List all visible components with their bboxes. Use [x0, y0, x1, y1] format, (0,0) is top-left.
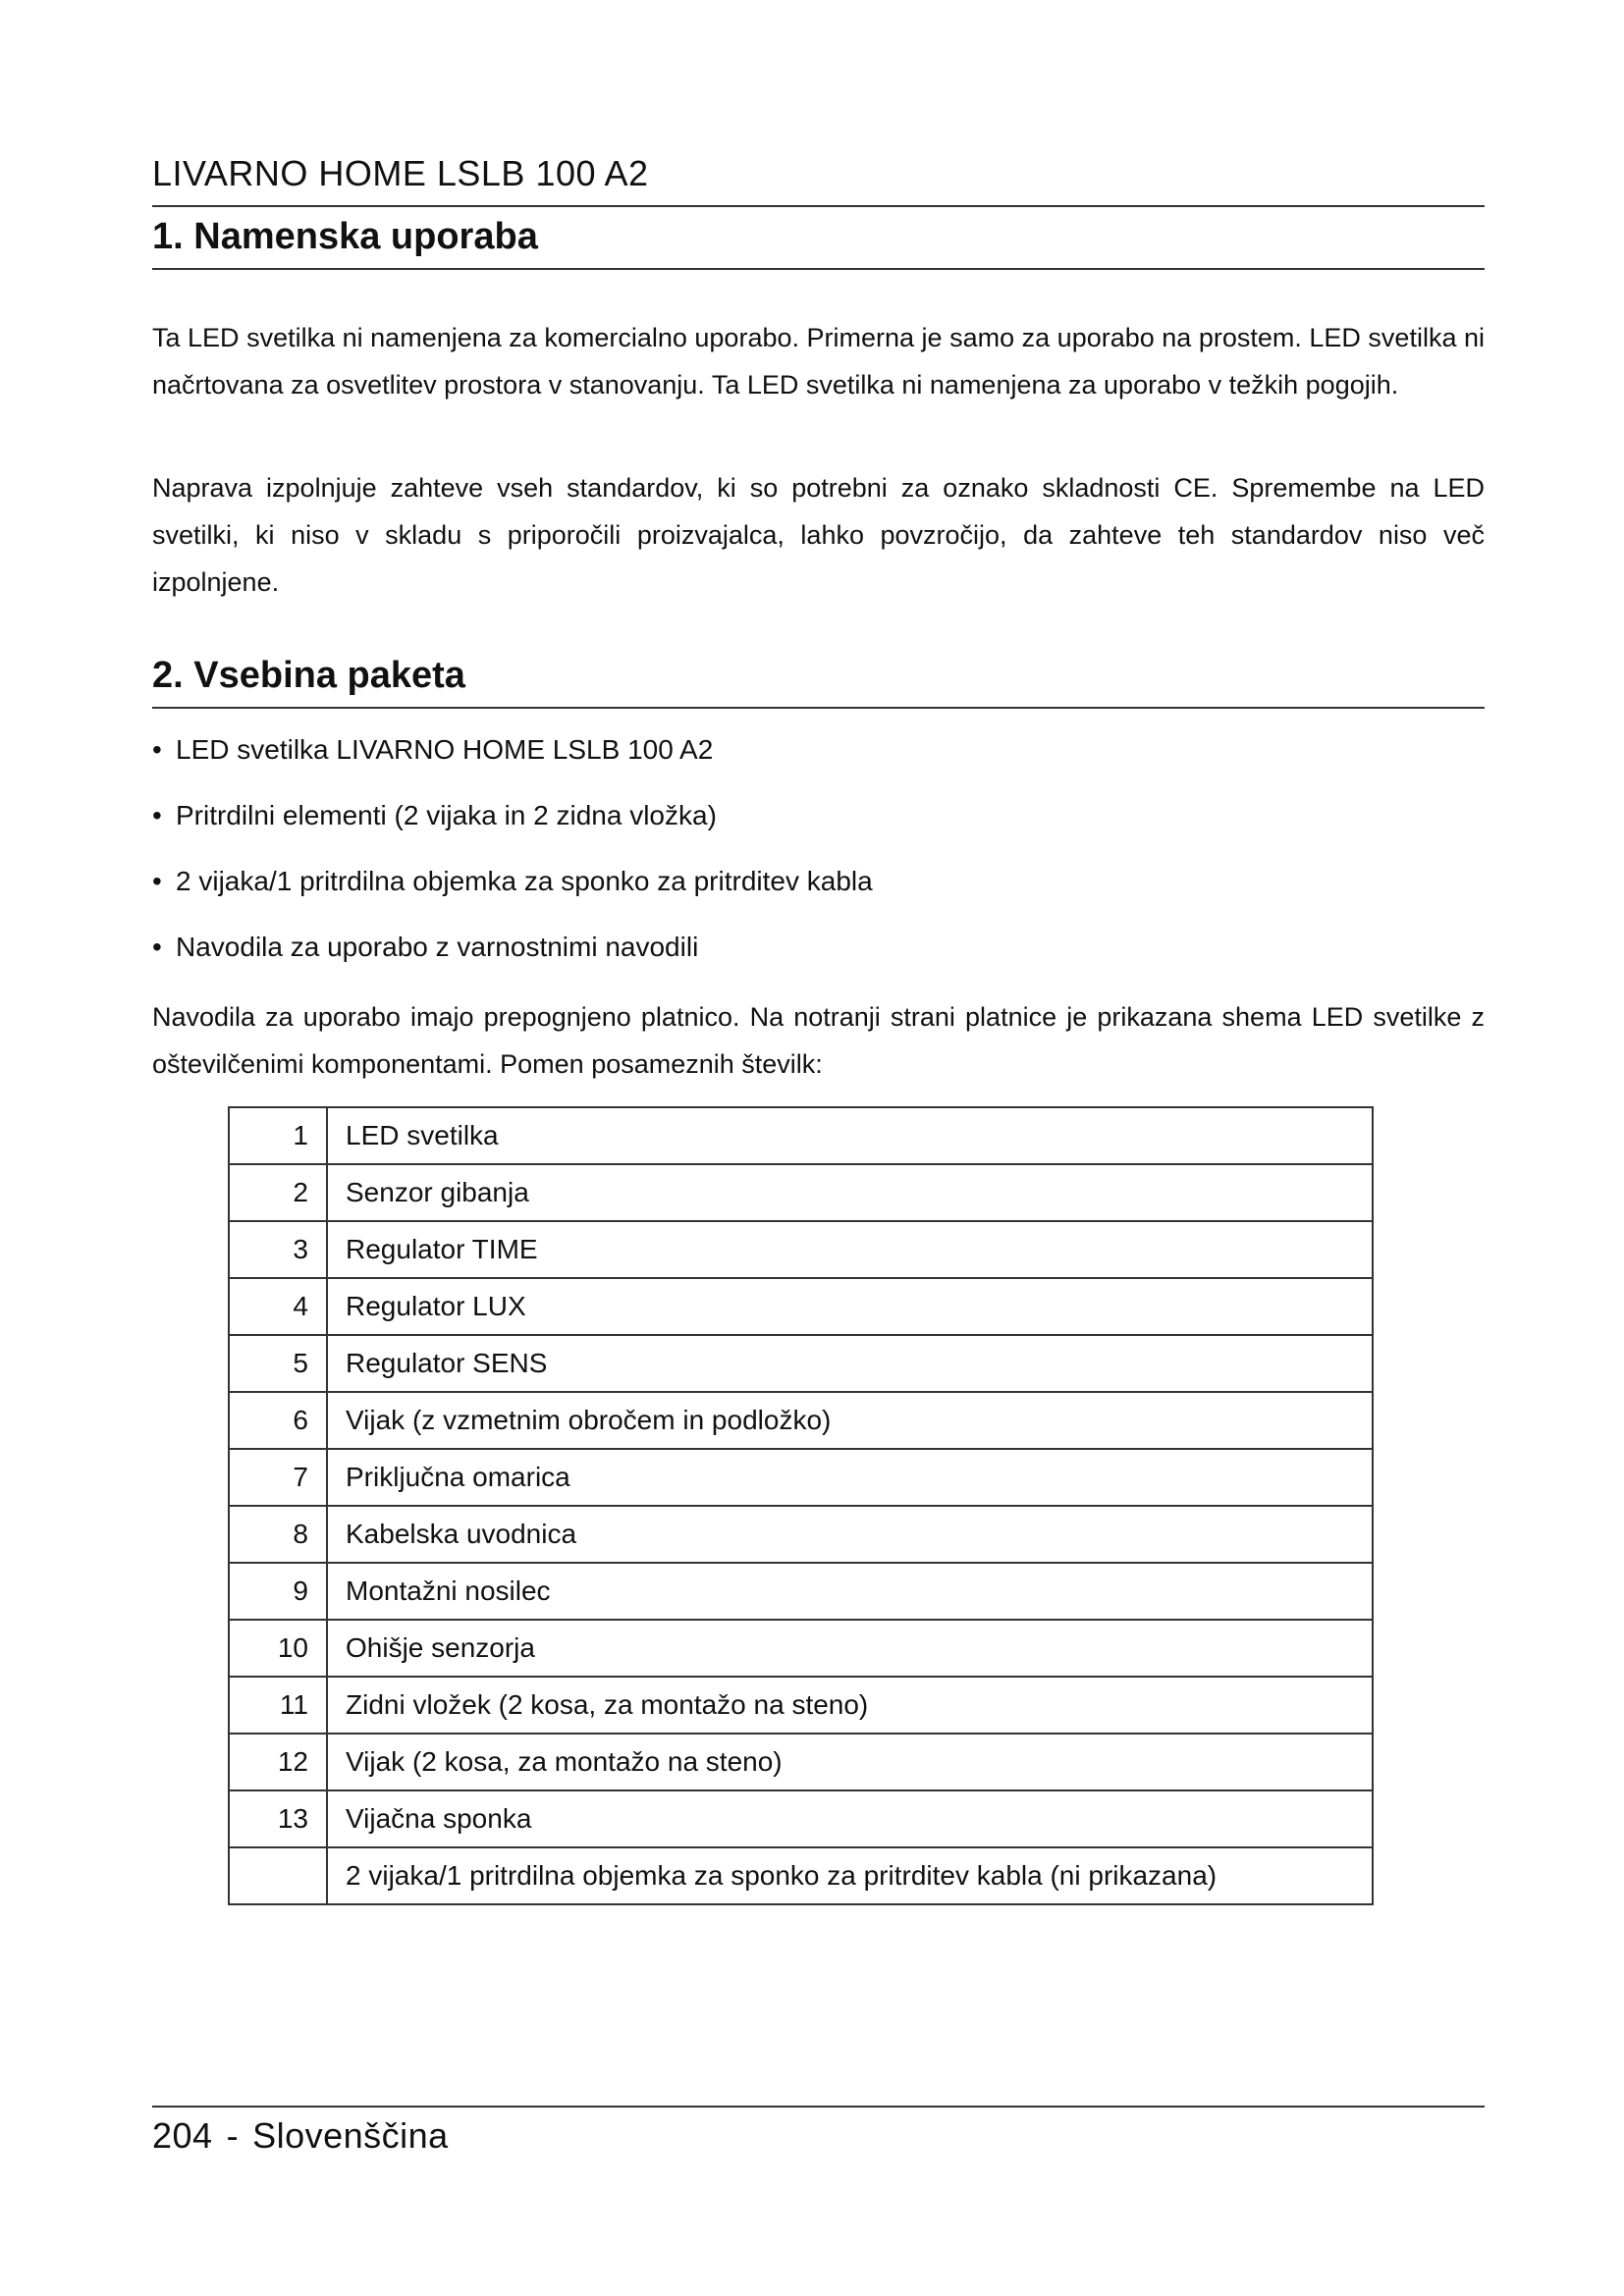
table-row	[229, 1335, 1373, 1392]
part-label: Zidni vložek (2 kosa, za montažo na steno)	[327, 1677, 1373, 1734]
table-row	[229, 1392, 1373, 1449]
section-2-heading: 2. Vsebina paketa	[152, 655, 465, 696]
list-item: • Pritrdilni elementi (2 vijaka in 2 zidna vložka)	[152, 792, 873, 858]
section-2-intro: Navodila za uporabo imajo prepognjeno platnico. Na notranji strani platnice je prikazana shema LED svetilke z oštevilčenimi komponentami. Pomen posameznih številk:	[152, 1002, 1485, 1079]
table-row	[229, 1677, 1373, 1734]
part-number: 5	[229, 1335, 327, 1392]
list-item: • Navodila za uporabo z varnostnimi navodili	[152, 924, 873, 989]
table-row	[229, 1107, 1373, 1164]
part-number: 7	[229, 1449, 327, 1506]
footer-rule	[152, 2106, 1485, 2108]
section-2-rule	[152, 707, 1485, 709]
page-number: 204	[152, 2115, 213, 2156]
part-label: Vijačna sponka	[327, 1790, 1373, 1847]
part-number: 11	[229, 1677, 327, 1734]
parts-table	[228, 1106, 1374, 1905]
part-number: 3	[229, 1221, 327, 1278]
part-label: LED svetilka	[327, 1107, 1373, 1164]
part-number: 9	[229, 1563, 327, 1620]
part-label: Regulator SENS	[327, 1335, 1373, 1392]
part-label: Ohišje senzorja	[327, 1620, 1373, 1677]
section-1-paragraph-1: Ta LED svetilka ni namenjena za komercialno uporabo. Primerna je samo za uporabo na prostem. LED svetilka ni načrtovana za osvetlitev prostora v stanovanju. Ta LED svetilka ni namenjena za uporabo v težkih pogojih.	[152, 323, 1485, 400]
part-label: Montažni nosilec	[327, 1563, 1373, 1620]
bullet-icon: •	[152, 800, 162, 830]
page-footer	[152, 2115, 449, 2157]
header-title: LIVARNO HOME LSLB 100 A2	[152, 153, 649, 193]
table-row	[229, 1449, 1373, 1506]
part-number: 2	[229, 1164, 327, 1221]
list-item: • 2 vijaka/1 pritrdilna objemka za sponko za pritrditev kabla	[152, 858, 873, 924]
part-label: Priključna omarica	[327, 1449, 1373, 1506]
table-row	[229, 1734, 1373, 1790]
part-number: 10	[229, 1620, 327, 1677]
table-row	[229, 1620, 1373, 1677]
table-row	[229, 1847, 1373, 1904]
part-number: 12	[229, 1734, 327, 1790]
bullet-icon: •	[152, 866, 162, 896]
list-item: • LED svetilka LIVARNO HOME LSLB 100 A2	[152, 726, 873, 792]
part-label: Vijak (z vzmetnim obročem in podložko)	[327, 1392, 1373, 1449]
part-label: Senzor gibanja	[327, 1164, 1373, 1221]
footer-language: Slovenščina	[252, 2115, 449, 2156]
table-row	[229, 1221, 1373, 1278]
manual-page	[152, 0, 1485, 2296]
part-number	[229, 1847, 327, 1904]
table-row	[229, 1790, 1373, 1847]
part-label: Regulator TIME	[327, 1221, 1373, 1278]
part-number: 4	[229, 1278, 327, 1335]
table-row	[229, 1563, 1373, 1620]
part-number: 13	[229, 1790, 327, 1847]
part-label: Vijak (2 kosa, za montažo na steno)	[327, 1734, 1373, 1790]
package-contents-list	[152, 726, 873, 989]
bullet-icon: •	[152, 932, 162, 962]
part-number: 6	[229, 1392, 327, 1449]
part-label: 2 vijaka/1 pritrdilna objemka za sponko za pritrditev kabla (ni prikazana)	[327, 1847, 1373, 1904]
section-1-rule	[152, 268, 1485, 270]
part-number: 1	[229, 1107, 327, 1164]
table-row	[229, 1506, 1373, 1563]
part-label: Regulator LUX	[327, 1278, 1373, 1335]
footer-separator: -	[226, 2115, 240, 2156]
header-rule	[152, 205, 1485, 207]
section-1-paragraph-2: Naprava izpolnjuje zahteve vseh standardov, ki so potrebni za oznako skladnosti CE. Spremembe na LED svetilki, ki niso v skladu s priporočili proizvajalca, lahko povzročijo, da zahteve teh standardov niso več izpolnjene.	[152, 473, 1485, 597]
part-label: Kabelska uvodnica	[327, 1506, 1373, 1563]
section-1-heading: 1. Namenska uporaba	[152, 216, 538, 257]
table-row	[229, 1164, 1373, 1221]
bullet-icon: •	[152, 734, 162, 765]
table-row	[229, 1278, 1373, 1335]
part-number: 8	[229, 1506, 327, 1563]
